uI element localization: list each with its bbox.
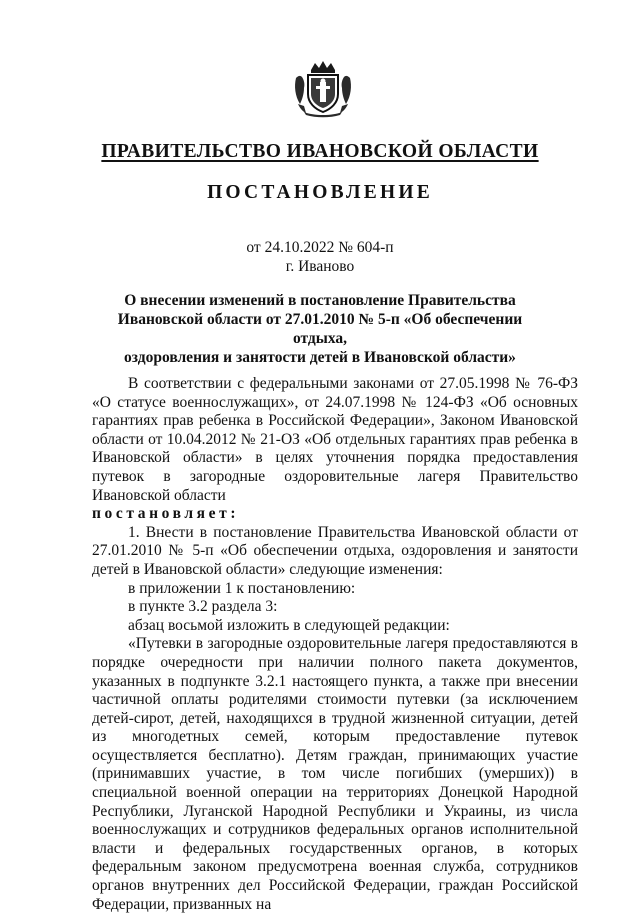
subject-line: О внесении изменений в постановление Правительства <box>124 292 516 309</box>
paragraph-line: абзац восьмой изложить в следующей редакции: <box>128 616 450 634</box>
quoted-amendment: «Путевки в загородные оздоровительные лагеря предоставляются в порядке очередности при наличии полного пакета документов, указанных в подпункте 3.2.1 настоящего пункта, а также при внесении частичной оплаты родителями стоимости путевки (за исключением детей-сирот, детей, находящихся в трудной жизненной ситуации, детей из многодетных семей, которым предоставление путевок осуществляется бесплатно). Детям граждан, принимающих участие (принимавших участие, в том числе погибших (умерших)) в специальной военной операции на территориях Донецкой Народной Республики, Луганской Народной Республики и Украины, из числа военнослужащих и сотрудников федеральных органов исполнительной власти и федеральных государственных органов, в которых федеральным законом предусмотрена военная служба, сотрудников органов внутренних дел Российской Федерации, граждан Российской Федерации, призванных на <box>92 635 578 913</box>
document-subject <box>92 291 548 367</box>
subject-line: оздоровления и занятости детей в Ивановской области» <box>124 349 516 366</box>
item-1-paragraph: 1. Внести в постановление Правительства Ивановской области от 27.01.2010 № 5-п «Об обеспечении отдыха, оздоровления и занятости детей в Ивановской области» следующие изменения: <box>92 523 578 578</box>
preamble-paragraph: В соответствии с федеральными законами от 27.05.1998 № 76-ФЗ «О статусе военнослужащих», от 24.07.1998 № 124-ФЗ «Об основных гарантиях прав ребенка в Российской Федерации», Законом Ивановской области от 10.04.2012 № 21-ОЗ «Об отдельных гарантиях прав ребенка в Ивановской области» в целях уточнения порядка предоставления путевок в загородные оздоровительные лагеря Правительство Ивановской области <box>92 375 578 504</box>
document-body <box>92 375 578 914</box>
government-title: ПРАВИТЕЛЬСТВО ИВАНОВСКОЙ ОБЛАСТИ <box>101 141 539 162</box>
resolves-keyword: постановляет: <box>92 505 240 523</box>
subject-line: Ивановской области от 27.01.2010 № 5-п «Об обеспечении отдыха, <box>117 311 523 347</box>
document-type: ПОСТАНОВЛЕНИЕ <box>207 182 433 203</box>
appendix-line: в приложении 1 к постановлению: <box>128 579 356 597</box>
clause-line: в пункте 3.2 раздела 3: <box>128 598 278 616</box>
coat-of-arms-icon <box>292 60 354 118</box>
date-and-number: от 24.10.2022 № 604-п <box>246 239 394 256</box>
city: г. Иваново <box>285 258 355 275</box>
